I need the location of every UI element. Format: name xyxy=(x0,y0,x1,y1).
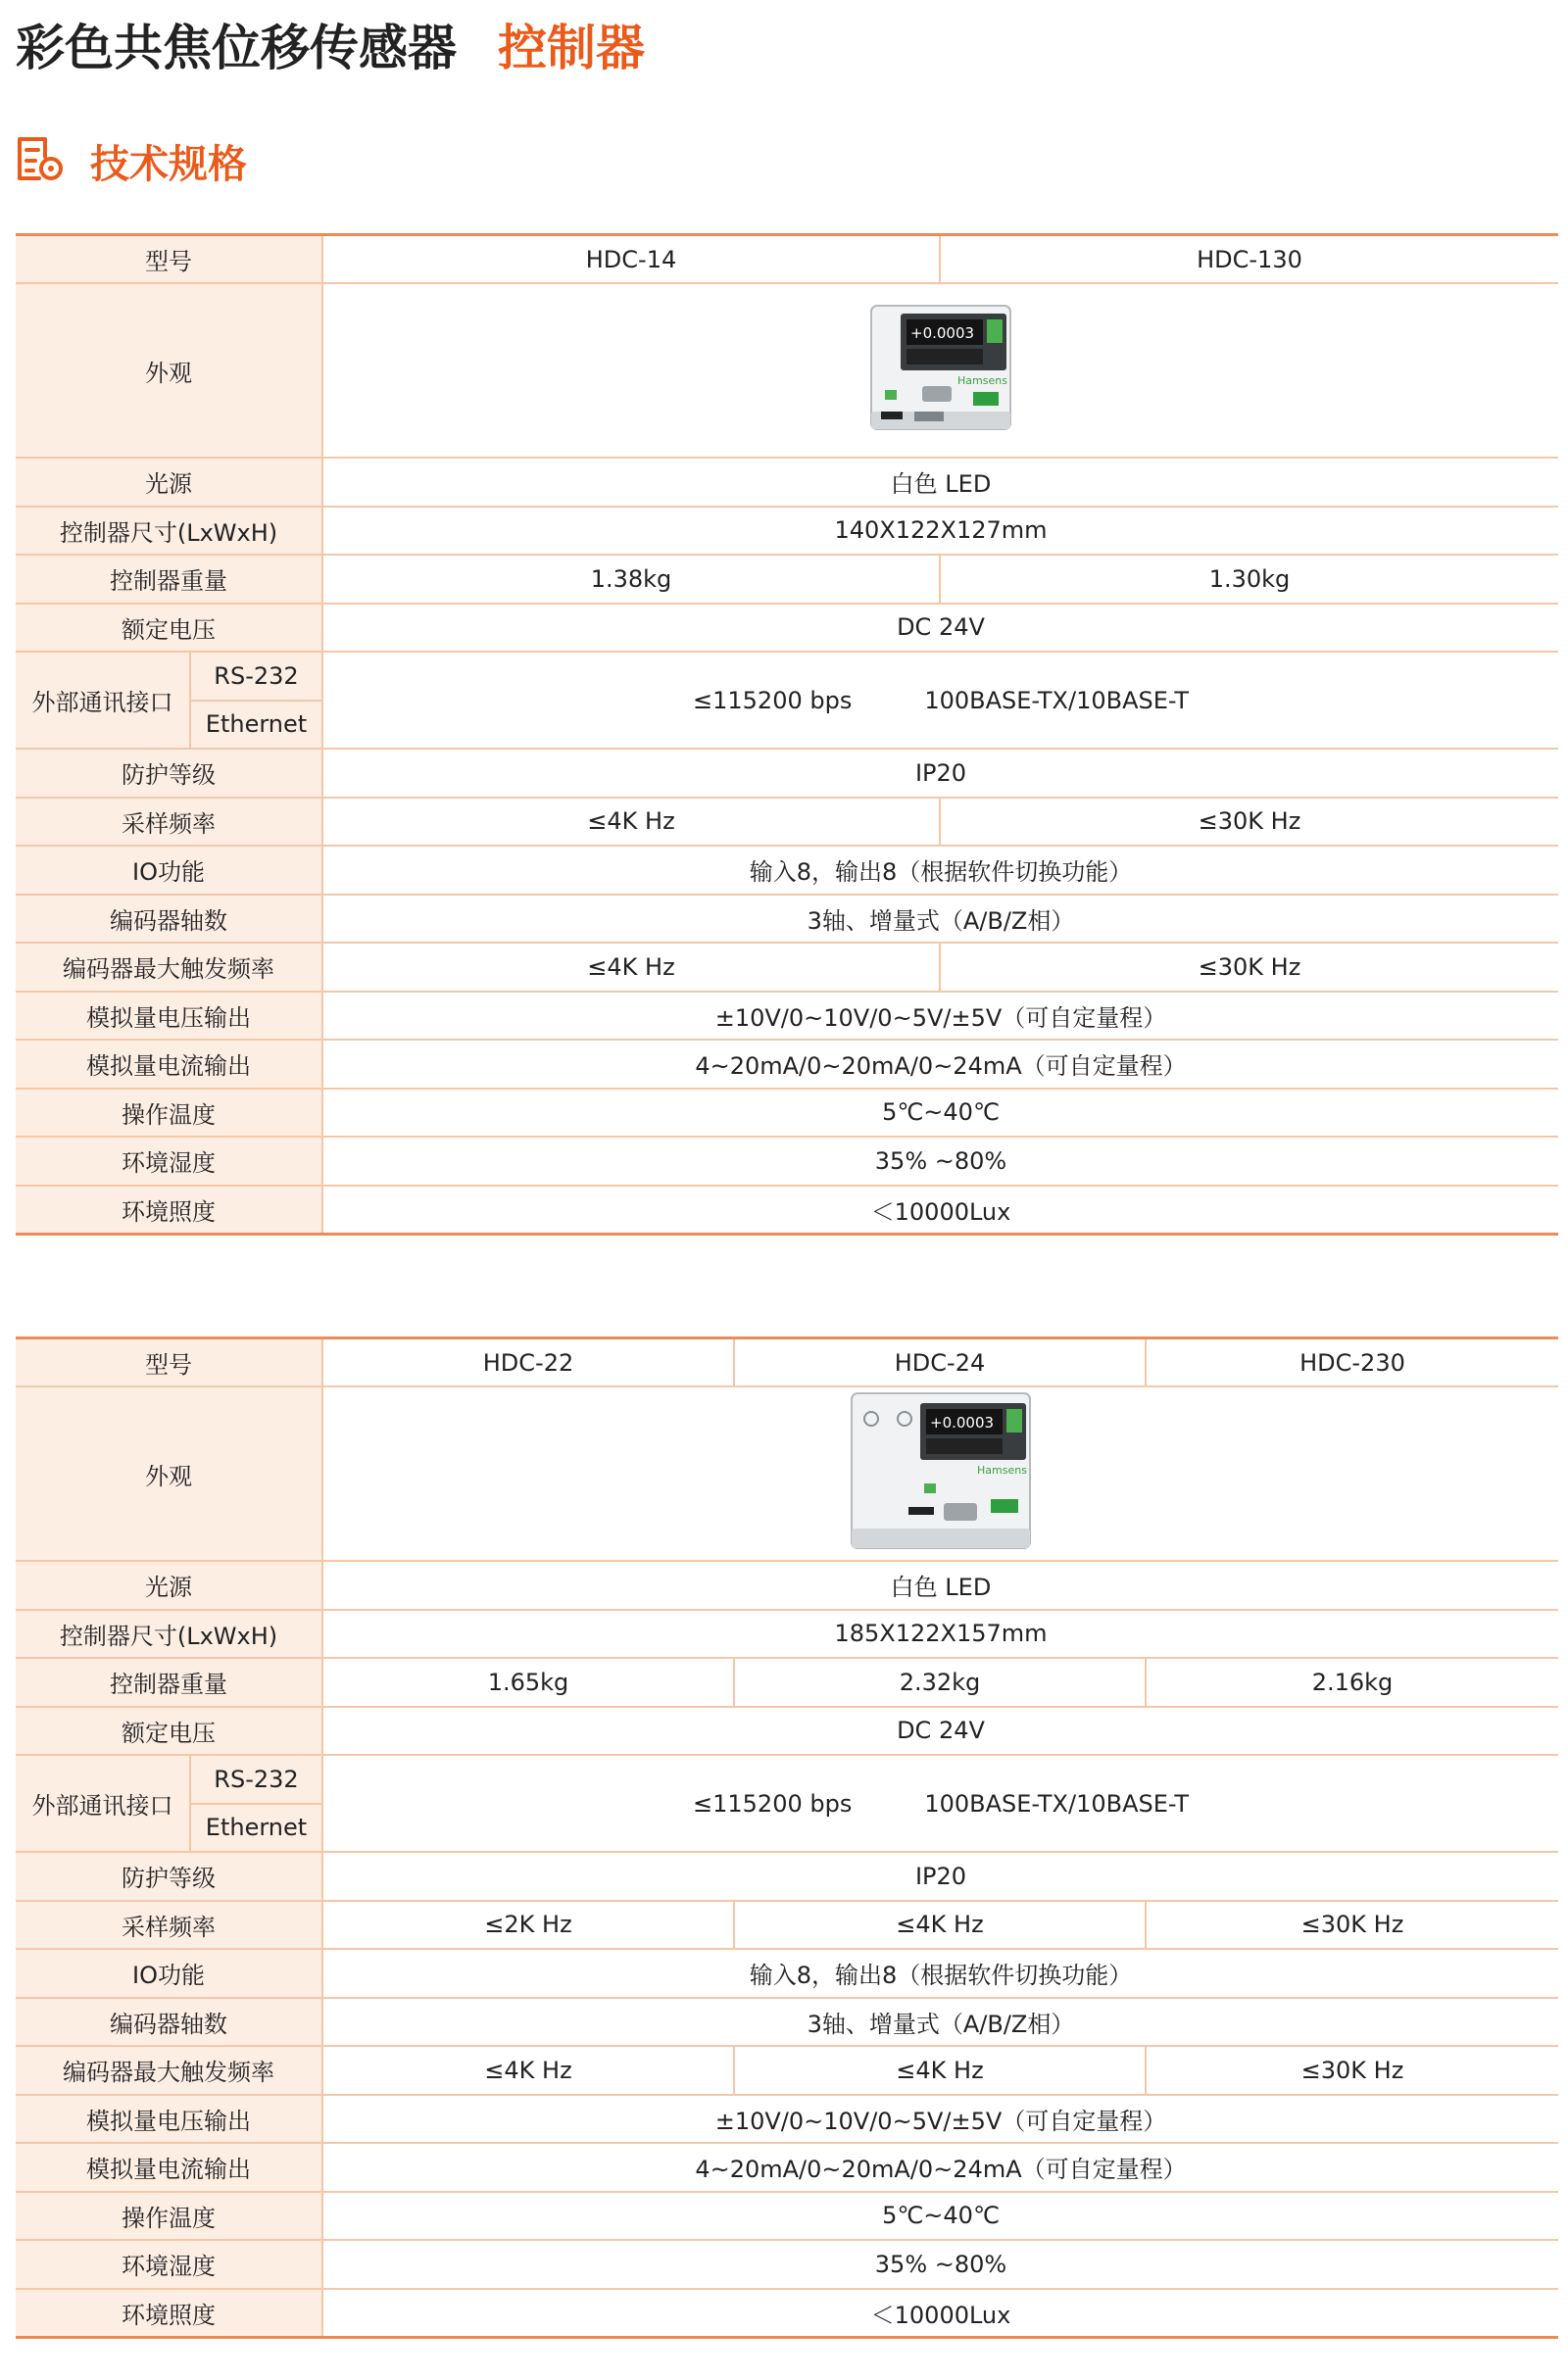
sampling-value: ≤2K Hz xyxy=(322,1901,734,1950)
weight-value: 2.16kg xyxy=(1146,1658,1558,1707)
row-label-rs232: RS-232 xyxy=(190,652,322,701)
row-label-analog-voltage: 模拟量电压输出 xyxy=(16,992,322,1041)
row-label-analog-voltage: 模拟量电压输出 xyxy=(16,2095,322,2144)
encoder-freq-value: ≤30K Hz xyxy=(1146,2046,1558,2095)
spec-table-1 xyxy=(16,233,1558,1236)
row-label-weight: 控制器重量 xyxy=(16,1658,322,1707)
table-row xyxy=(16,1998,1558,2047)
analog-current-value: 4~20mA/0~20mA/0~24mA（可自定量程） xyxy=(322,2143,1558,2192)
encoder-freq-value: ≤4K Hz xyxy=(322,2046,734,2095)
row-label-sampling: 采样频率 xyxy=(16,798,322,847)
row-label-encoder-axes: 编码器轴数 xyxy=(16,1998,322,2047)
row-label-light-source: 光源 xyxy=(16,1561,322,1610)
row-label-protection: 防护等级 xyxy=(16,749,322,798)
table-row xyxy=(16,2192,1558,2241)
ethernet-value: 100BASE-TX/10BASE-T xyxy=(924,686,1189,714)
size-value: 185X122X157mm xyxy=(322,1610,1558,1659)
weight-value: 1.65kg xyxy=(322,1658,734,1707)
row-label-encoder-axes: 编码器轴数 xyxy=(16,895,322,944)
weight-value: 1.38kg xyxy=(322,555,940,604)
model-hdc-22: HDC-22 xyxy=(322,1338,734,1387)
row-label-weight: 控制器重量 xyxy=(16,555,322,604)
table-row xyxy=(16,1852,1558,1901)
appearance-cell xyxy=(322,283,1558,458)
row-label-ethernet: Ethernet xyxy=(190,1804,322,1853)
io-value: 输入8，输出8（根据软件切换功能） xyxy=(322,846,1558,895)
humidity-value: 35% ~80% xyxy=(322,2240,1558,2289)
size-value: 140X122X127mm xyxy=(322,507,1558,556)
io-value: 输入8，输出8（根据软件切换功能） xyxy=(322,1949,1558,1998)
sampling-value: ≤30K Hz xyxy=(940,798,1558,847)
analog-voltage-value: ±10V/0~10V/0~5V/±5V（可自定量程） xyxy=(322,2095,1558,2144)
section-header xyxy=(16,133,247,188)
encoder-freq-value: ≤4K Hz xyxy=(322,943,940,992)
table-row xyxy=(16,1386,1558,1561)
model-hdc-230: HDC-230 xyxy=(1146,1338,1558,1387)
table-row xyxy=(16,1186,1558,1235)
table-row xyxy=(16,1137,1558,1186)
op-temp-value: 5℃~40℃ xyxy=(322,2192,1558,2241)
row-label-size: 控制器尺寸(LxWxH) xyxy=(16,1610,322,1659)
encoder-axes-value: 3轴、增量式（A/B/Z相） xyxy=(322,1998,1558,2047)
row-label-humidity: 环境湿度 xyxy=(16,2240,322,2289)
table-row xyxy=(16,846,1558,895)
light-source-value: 白色 LED xyxy=(322,458,1558,507)
row-label-voltage: 额定电压 xyxy=(16,604,322,653)
screen-reading: +0.0003 xyxy=(910,324,975,342)
model-hdc-14: HDC-14 xyxy=(322,235,940,284)
illuminance-value: ＜10000Lux xyxy=(322,1186,1558,1235)
table-row xyxy=(16,235,1558,284)
table-row xyxy=(16,992,1558,1041)
weight-value: 2.32kg xyxy=(734,1658,1146,1707)
table-row xyxy=(16,1338,1558,1387)
row-label-analog-current: 模拟量电流输出 xyxy=(16,1040,322,1089)
row-label-light-source: 光源 xyxy=(16,458,322,507)
row-label-op-temp: 操作温度 xyxy=(16,1089,322,1138)
page-title xyxy=(16,18,645,78)
table-row xyxy=(16,507,1558,556)
analog-current-value: 4~20mA/0~20mA/0~24mA（可自定量程） xyxy=(322,1040,1558,1089)
row-label-sampling: 采样频率 xyxy=(16,1901,322,1950)
row-label-analog-current: 模拟量电流输出 xyxy=(16,2143,322,2192)
row-label-comm: 外部通讯接口 xyxy=(16,1755,190,1852)
sampling-value: ≤4K Hz xyxy=(734,1901,1146,1950)
row-label-voltage: 额定电压 xyxy=(16,1707,322,1756)
table-row xyxy=(16,1040,1558,1089)
table-row xyxy=(16,2095,1558,2144)
table-row xyxy=(16,943,1558,992)
product-subtitle: 控制器 xyxy=(498,20,645,76)
table-row xyxy=(16,895,1558,944)
comm-values xyxy=(322,652,1558,749)
table-row xyxy=(16,2143,1558,2192)
table-row xyxy=(16,798,1558,847)
table-row xyxy=(16,283,1558,458)
weight-value: 1.30kg xyxy=(940,555,1558,604)
row-label-encoder-freq: 编码器最大触发频率 xyxy=(16,943,322,992)
encoder-freq-value: ≤30K Hz xyxy=(940,943,1558,992)
controller-product-image xyxy=(867,302,1014,433)
table-row xyxy=(16,1658,1558,1707)
sampling-value: ≤4K Hz xyxy=(322,798,940,847)
row-label-encoder-freq: 编码器最大触发频率 xyxy=(16,2046,322,2095)
row-label-comm: 外部通讯接口 xyxy=(16,652,190,749)
sampling-value: ≤30K Hz xyxy=(1146,1901,1558,1950)
analog-voltage-value: ±10V/0~10V/0~5V/±5V（可自定量程） xyxy=(322,992,1558,1041)
spec-document-icon xyxy=(16,135,67,186)
brand-logo: Hamsens xyxy=(977,1464,1027,1477)
table-row xyxy=(16,749,1558,798)
row-label-size: 控制器尺寸(LxWxH) xyxy=(16,507,322,556)
table-row xyxy=(16,555,1558,604)
voltage-value: DC 24V xyxy=(322,1707,1558,1756)
table-row xyxy=(16,1561,1558,1610)
voltage-value: DC 24V xyxy=(322,604,1558,653)
row-label-io: IO功能 xyxy=(16,846,322,895)
comm-values xyxy=(322,1755,1558,1852)
humidity-value: 35% ~80% xyxy=(322,1137,1558,1186)
row-label-humidity: 环境湿度 xyxy=(16,1137,322,1186)
table-row xyxy=(16,1755,1558,1804)
table-row xyxy=(16,652,1558,701)
screen-reading: +0.0003 xyxy=(930,1414,995,1432)
op-temp-value: 5℃~40℃ xyxy=(322,1089,1558,1138)
row-label-op-temp: 操作温度 xyxy=(16,2192,322,2241)
row-label-io: IO功能 xyxy=(16,1949,322,1998)
row-label-appearance: 外观 xyxy=(16,283,322,458)
row-label-ethernet: Ethernet xyxy=(190,701,322,750)
model-hdc-130: HDC-130 xyxy=(940,235,1558,284)
illuminance-value: ＜10000Lux xyxy=(322,2289,1558,2338)
table-row xyxy=(16,1089,1558,1138)
table-row xyxy=(16,1901,1558,1950)
model-hdc-24: HDC-24 xyxy=(734,1338,1146,1387)
table-row xyxy=(16,1949,1558,1998)
table-row xyxy=(16,2240,1558,2289)
row-label-rs232: RS-232 xyxy=(190,1755,322,1804)
table-row xyxy=(16,458,1558,507)
protection-value: IP20 xyxy=(322,1852,1558,1901)
brand-logo: Hamsens xyxy=(957,374,1007,387)
rs232-value: ≤115200 bps xyxy=(693,686,853,714)
encoder-axes-value: 3轴、增量式（A/B/Z相） xyxy=(322,895,1558,944)
table-row xyxy=(16,2289,1558,2338)
rs232-value: ≤115200 bps xyxy=(693,1789,853,1818)
spec-table-2 xyxy=(16,1336,1558,2339)
table-row xyxy=(16,2046,1558,2095)
row-label-appearance: 外观 xyxy=(16,1386,322,1561)
row-label-model: 型号 xyxy=(16,235,322,284)
row-label-illuminance: 环境照度 xyxy=(16,1186,322,1235)
controller-product-image xyxy=(848,1389,1034,1552)
product-title: 彩色共焦位移传感器 xyxy=(16,20,457,76)
row-label-model: 型号 xyxy=(16,1338,322,1387)
table-row xyxy=(16,604,1558,653)
table-row xyxy=(16,1610,1558,1659)
light-source-value: 白色 LED xyxy=(322,1561,1558,1610)
table-row xyxy=(16,1707,1558,1756)
protection-value: IP20 xyxy=(322,749,1558,798)
row-label-illuminance: 环境照度 xyxy=(16,2289,322,2338)
appearance-cell xyxy=(322,1386,1558,1561)
encoder-freq-value: ≤4K Hz xyxy=(734,2046,1146,2095)
section-title: 技术规格 xyxy=(90,141,247,187)
row-label-protection: 防护等级 xyxy=(16,1852,322,1901)
ethernet-value: 100BASE-TX/10BASE-T xyxy=(924,1789,1189,1818)
